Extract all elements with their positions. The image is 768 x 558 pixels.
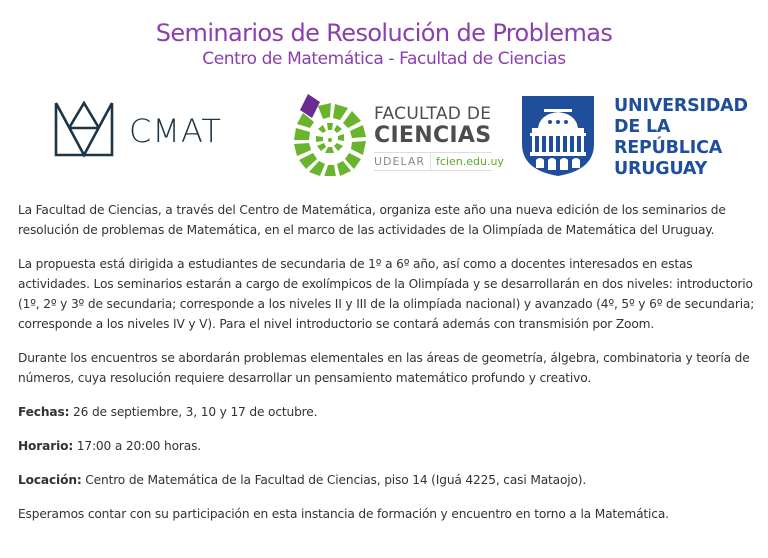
schedule-value: 17:00 a 20:00 horas. [73, 439, 201, 453]
dates-value: 26 de septiembre, 3, 10 y 17 de octubre. [69, 405, 318, 419]
crown-geometric-icon [53, 100, 115, 162]
intro-paragraph: La Facultad de Ciencias, a través del Centro de Matemática, organiza este año una nueva edición de los seminarios de resolución de problemas de Matemática, en el marco de las actividades de la Olimpíada de Matemática del Uruguay. [18, 203, 726, 237]
page-header [0, 18, 768, 70]
udelar-line3: URUGUAY [614, 159, 708, 179]
facultad-footer [374, 152, 504, 171]
schedule-line [18, 436, 758, 456]
schedule-label: Horario: [18, 439, 74, 453]
nautilus-spiral-icon [286, 161, 370, 180]
logos-row [0, 88, 768, 188]
udelar-line1: UNIVERSIDAD [614, 96, 748, 116]
university-building-shield-icon [520, 94, 596, 182]
facultad-url: fcien.edu.uy [436, 155, 504, 168]
facultad-line2: CIENCIAS [374, 123, 492, 148]
location-label: Locación: [18, 473, 82, 487]
facultad-line1: FACULTAD DE [374, 104, 492, 124]
udelar-wordmark [614, 96, 768, 180]
udelar-label: UDELAR [374, 153, 431, 170]
dates-line [18, 402, 758, 422]
udelar-logo [520, 94, 768, 182]
cmat-wordmark: CMAT [129, 112, 222, 150]
dates-label: Fechas: [18, 405, 70, 419]
topics-paragraph: Durante los encuentros se abordarán problemas elementales en las áreas de geometría, álgebra, combinatoria y teoría de números, cuya resolución requiere desarrollar un pensamiento matemático profundo y creativo. [18, 351, 750, 385]
cmat-logo [53, 100, 222, 162]
closing-paragraph: Esperamos contar con su participación en esta instancia de formación y encuentro en torno a la Matemática. [18, 507, 669, 521]
announcement-body [18, 200, 758, 538]
location-line [18, 470, 758, 490]
page-title: Seminarios de Resolución de Problemas [155, 19, 613, 47]
facultad-ciencias-logo [286, 90, 504, 180]
page-subtitle: Centro de Matemática - Facultad de Ciencias [202, 49, 566, 69]
facultad-wordmark [374, 104, 504, 171]
location-value: Centro de Matemática de la Facultad de Ciencias, piso 14 (Iguá 4225, casi Mataojo). [81, 473, 587, 487]
udelar-line2: DE LA REPÚBLICA [614, 117, 723, 158]
audience-paragraph: La propuesta está dirigida a estudiantes de secundaria de 1º a 6º año, así como a docentes interesados en estas actividades. Los seminarios estarán a cargo de exolímpicos de la Olimpíada y se desarrollarán en dos niveles: introductorio (1º, 2º y 3º de secundaria; corresponde a los niveles II y III de la olimpíada nacional) y avanzado (4º, 5º y 6º de secundaria; corresponde a los niveles IV y V). Para el nivel introductorio se contará además con transmisión por Zoom. [18, 257, 755, 331]
